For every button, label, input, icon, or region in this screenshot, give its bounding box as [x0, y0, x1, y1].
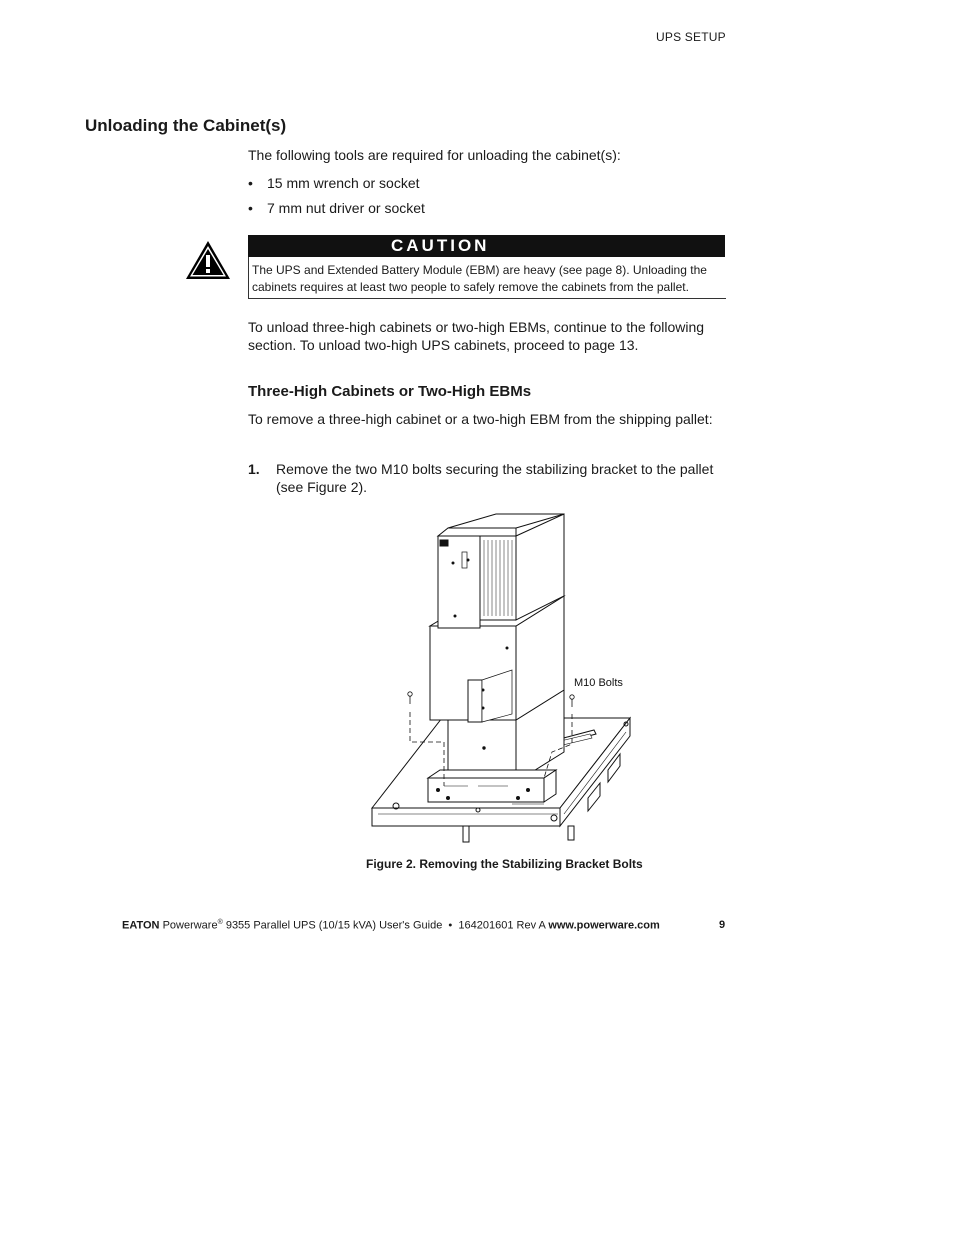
- page-number: 9: [719, 919, 726, 931]
- list-item: • 7 mm nut driver or socket: [248, 200, 425, 216]
- list-item: • 15 mm wrench or socket: [248, 175, 420, 191]
- caution-title: CAUTION: [391, 236, 490, 255]
- page-footer: [122, 919, 660, 932]
- bullet: •: [248, 200, 253, 216]
- warning-triangle-icon: [185, 240, 231, 280]
- caution-border-left: [248, 257, 249, 299]
- running-header: UPS SETUP: [656, 30, 726, 44]
- intro-paragraph: The following tools are required for unloading the cabinet(s):: [248, 147, 621, 163]
- step-number: 1.: [248, 461, 260, 477]
- footer-doc-info: 9355 Parallel UPS (10/15 kVA) User's Guide • 164201601 Rev A: [222, 919, 549, 932]
- footer-brand: EATON: [122, 919, 160, 932]
- subsection-paragraph: To remove a three-high cabinet or a two-high EBM from the shipping pallet:: [248, 411, 713, 427]
- subsection-heading: Three-High Cabinets or Two-High EBMs: [248, 383, 532, 400]
- footer-product: Powerware: [162, 919, 218, 932]
- footer-url: www.powerware.com: [548, 919, 660, 932]
- section-heading: Unloading the Cabinet(s): [85, 116, 287, 135]
- tools-list: [248, 174, 425, 224]
- bullet: •: [248, 175, 253, 191]
- step-text: Remove the two M10 bolts securing the stabilizing bracket to the pallet (see Figure 2).: [276, 461, 714, 495]
- continuation-paragraph: To unload three-high cabinets or two-high EBMs, continue to the following section. To unload two-high UPS cabinets, proceed to page 13.: [248, 319, 705, 353]
- caution-text: The UPS and Extended Battery Module (EBM) are heavy (see page 8). Unloading the cabinets requires at least two people to safely remove the cabinets from the pallet.: [252, 263, 707, 294]
- figure-caption: Figure 2. Removing the Stabilizing Bracket Bolts: [366, 857, 643, 871]
- caution-banner: [248, 235, 725, 257]
- registered-mark: ®: [217, 919, 223, 926]
- figure-cabinet-on-pallet: [368, 508, 638, 848]
- m10-bolts-callout: M10 Bolts: [574, 677, 623, 689]
- caution-border-bottom: [248, 298, 726, 299]
